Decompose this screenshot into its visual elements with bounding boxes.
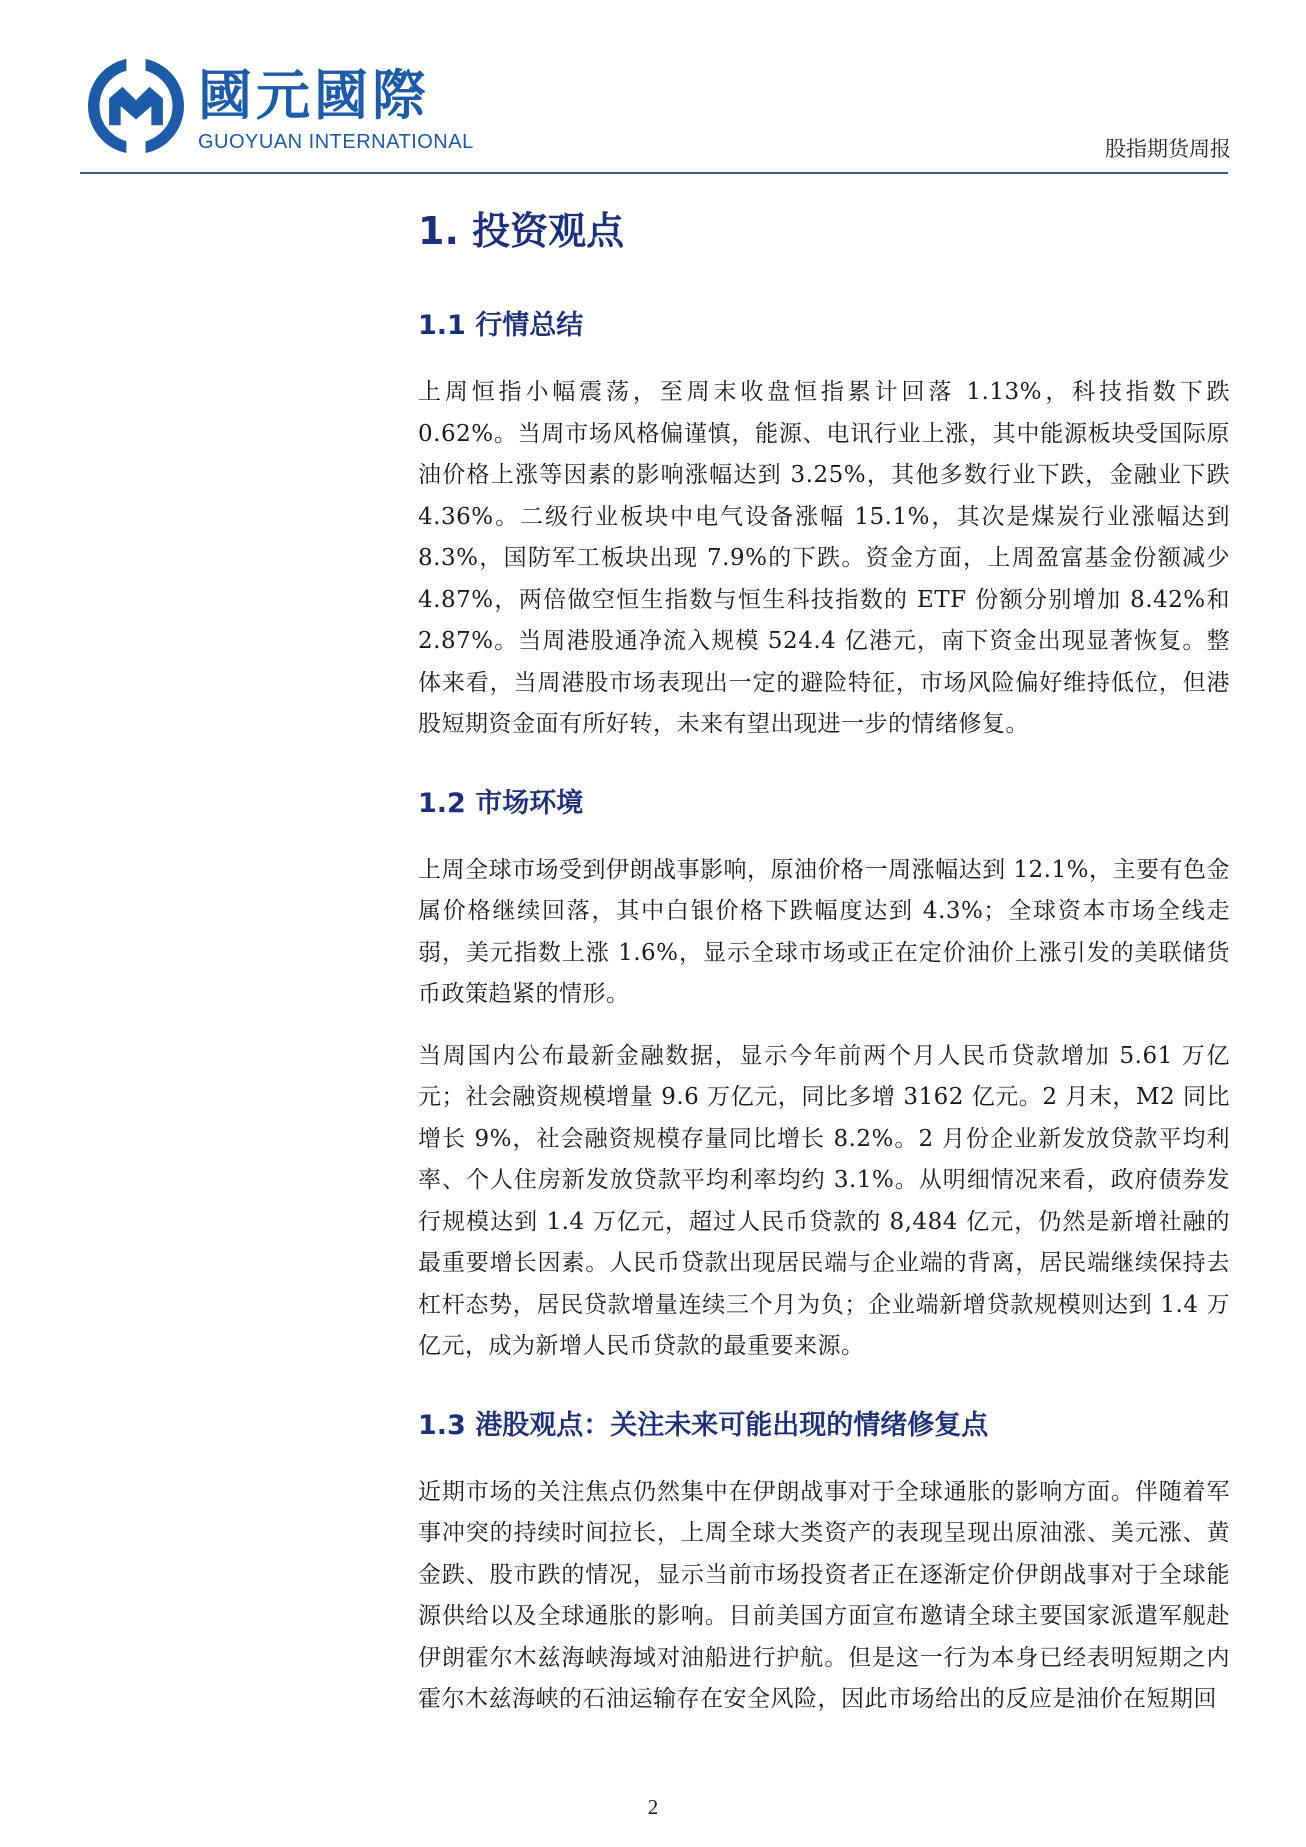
market-summary-paragraph: 上周恒指小幅震荡，至周末收盘恒指累计回落 1.13%，科技指数下跌 0.62%。当周市场风格偏谨慎，能源、电讯行业上涨，其中能源板块受国际原油价格上涨等因素的影响涨幅达到 3.25%，其他多数行业下跌，金融业下跌 4.36%。二级行业板块中电气设备涨幅 15.1%，其次是煤炭行业涨幅达到 8.3%，国防军工板块出现 7.9%的下跌。资金方面，上周盈富基金份额减少 4.87%，两倍做空恒生指数与恒生科技指数的 ETF 份额分别增加 8.42%和 2.87%。当周港股通净流入规模 524.4 亿港元，南下资金出现显著恢复。整体来看，当周港股市场表现出一定的避险特征，市场风险偏好维持低位，但港股短期资金面有所好转，未来有望出现进一步的情绪修复。 <box>418 379 1230 737</box>
market-environment-paragraph-1: 上周全球市场受到伊朗战事影响，原油价格一周涨幅达到 12.1%，主要有色金属价格继续回落，其中白银价格下跌幅度达到 4.3%；全球资本市场全线走弱，美元指数上涨 1.6%，显示全球市场或正在定价油价上涨引发的美联储货币政策趋紧的情形。 <box>418 856 1230 1007</box>
company-name-en: GUOYUAN INTERNATIONAL <box>198 131 474 153</box>
subsection-title-market-environment: 1.2 市场环境 <box>418 787 584 819</box>
header-divider <box>80 172 1228 174</box>
guoyuan-logo-icon <box>88 58 184 154</box>
report-body <box>418 200 1230 1721</box>
company-name-cn: 國元國際 <box>198 64 430 127</box>
subsection-title-hk-view: 1.3 港股观点：关注未来可能出现的情绪修复点 <box>418 1409 989 1441</box>
section-title-investment-view: 1. 投资观点 <box>418 209 625 253</box>
page-number: 2 <box>647 1795 659 1819</box>
page-header <box>0 0 1306 180</box>
report-type-label: 股指期货周报 <box>1105 137 1231 161</box>
market-environment-paragraph-2: 当周国内公布最新金融数据，显示今年前两个月人民币贷款增加 5.61 万亿元；社会融资规模增量 9.6 万亿元，同比多增 3162 亿元。2 月末，M2 同比增长 9%，社会融资规模存量同比增长 8.2%。2 月份企业新发放贷款平均利率、个人住房新发放贷款平均利率均约 3.1%。从明细情况来看，政府债券发行规模达到 1.4 万亿元，超过人民币贷款的 8,484 亿元，仍然是新增社融的最重要增长因素。人民币贷款出现居民端与企业端的背离，居民端继续保持去杠杆态势，居民贷款增量连续三个月为负；企业端新增贷款规模则达到 1.4 万亿元，成为新增人民币贷款的最重要来源。 <box>418 1042 1230 1359</box>
subsection-title-market-summary: 1.1 行情总结 <box>418 310 584 341</box>
hk-view-paragraph: 近期市场的关注焦点仍然集中在伊朗战事对于全球通胀的影响方面。伴随着军事冲突的持续时间拉长，上周全球大类资产的表现呈现出原油涨、美元涨、黄金跌、股市跌的情况，显示当前市场投资者正在逐渐定价伊朗战事对于全球能源供给以及全球通胀的影响。目前美国方面宣布邀请全球主要国家派遣军舰赴伊朗霍尔木兹海峡海域对油船进行护航。但是这一行为本身已经表明短期之内霍尔木兹海峡的石油运输存在安全风险，因此市场给出的反应是油价在短期回 <box>418 1478 1230 1712</box>
